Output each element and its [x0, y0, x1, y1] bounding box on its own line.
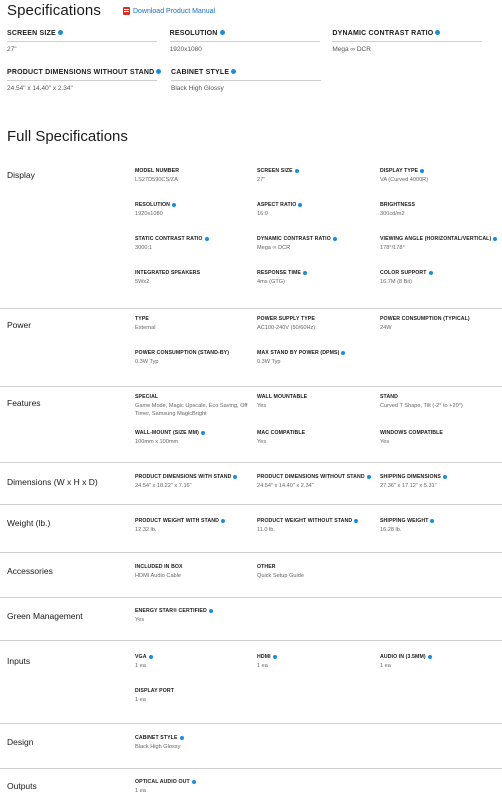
spec-item — [135, 430, 253, 447]
spec-value: 16:9 — [257, 211, 268, 217]
spec-item — [380, 394, 498, 411]
info-icon[interactable] — [172, 203, 176, 207]
spec-item — [257, 168, 375, 185]
spec-label: PRODUCT WEIGHT WITHOUT STAND — [257, 518, 353, 524]
spec-label: WALL MOUNTABLE — [257, 394, 308, 400]
spec-label: ASPECT RATIO — [257, 202, 297, 208]
spec-label: OTHER — [257, 564, 276, 570]
info-icon[interactable] — [341, 351, 345, 355]
spec-value: 1 ea — [135, 697, 146, 703]
spec-item — [135, 735, 253, 752]
spec-value: AC100-240V (50/60Hz) — [257, 325, 316, 331]
summary-row — [7, 69, 495, 92]
spec-label: SPECIAL — [135, 394, 159, 400]
spec-value: 300cd/m2 — [380, 211, 405, 217]
spec-item — [380, 430, 498, 447]
spec-value: Yes — [257, 439, 267, 445]
spec-label: POWER SUPPLY TYPE — [257, 316, 315, 322]
spec-value: 0.3W Typ — [135, 359, 159, 365]
spec-item — [257, 654, 375, 671]
spec-label: HDMI — [257, 654, 271, 660]
spec-value: External — [135, 325, 156, 331]
spec-item — [257, 350, 375, 367]
spec-label: SHIPPING WEIGHT — [380, 518, 429, 524]
spec-item — [257, 270, 375, 287]
section-title: Outputs — [7, 781, 37, 791]
spec-value: 1 ea — [135, 663, 146, 669]
section-title: Dimensions (W x H x D) — [7, 477, 98, 487]
spec-label: POWER CONSUMPTION (STAND-BY) — [135, 350, 230, 356]
spec-item — [380, 474, 498, 491]
section-divider — [0, 640, 502, 641]
spec-item — [257, 474, 375, 491]
spec-label: RESOLUTION — [135, 202, 171, 208]
spec-item — [257, 202, 375, 219]
summary-value: Mega ∞ DCR — [332, 46, 371, 53]
spec-item — [257, 430, 375, 447]
spec-value: 0.3W Typ — [257, 359, 281, 365]
spec-value: Yes — [380, 439, 390, 445]
spec-label: INTEGRATED SPEAKERS — [135, 270, 201, 276]
info-icon[interactable] — [205, 237, 209, 241]
section-divider — [0, 723, 502, 724]
full-specifications-title: Full Specifications — [7, 128, 128, 145]
info-icon[interactable] — [367, 475, 371, 479]
page-header — [7, 2, 215, 19]
spec-label: WALL-MOUNT (SIZE MM) — [135, 430, 199, 436]
download-manual-label: Download Product Manual — [132, 7, 216, 15]
summary-label: DYNAMIC CONTRAST RATIO — [332, 30, 434, 37]
info-icon[interactable] — [303, 271, 307, 275]
spec-item — [135, 236, 253, 253]
spec-value: 16.7M (8 Bit) — [380, 279, 413, 285]
summary-label: CABINET STYLE — [171, 69, 230, 76]
summary-label: SCREEN SIZE — [7, 30, 56, 37]
section-title: Inputs — [7, 656, 31, 666]
spec-value: Yes — [257, 403, 267, 409]
spec-value: 1920x1080 — [135, 211, 163, 217]
spec-label: DISPLAY PORT — [135, 688, 174, 694]
info-icon[interactable] — [220, 30, 225, 35]
section-divider — [0, 462, 502, 463]
spec-label: PRODUCT DIMENSIONS WITHOUT STAND — [257, 474, 365, 480]
section-divider — [0, 768, 502, 769]
spec-item — [135, 270, 253, 287]
spec-label: MODEL NUMBER — [135, 168, 180, 174]
spec-label: RESPONSE TIME — [257, 270, 301, 276]
spec-item — [380, 518, 498, 535]
spec-value: VA (Curved 4000R) — [380, 177, 429, 183]
section-title: Display — [7, 170, 35, 180]
spec-value: Black High Glossy — [135, 744, 181, 750]
spec-label: COLOR SUPPORT — [380, 270, 427, 276]
spec-value: 3000:1 — [135, 245, 153, 251]
summary-item-dynamic-contrast — [332, 30, 495, 53]
spec-item — [257, 564, 375, 581]
spec-item — [380, 168, 498, 185]
spec-label: ENERGY STAR® CERTIFIED — [135, 608, 207, 614]
spec-value: 100mm x 100mm — [135, 439, 179, 445]
info-icon[interactable] — [443, 475, 447, 479]
spec-item — [135, 608, 253, 625]
spec-label: TYPE — [135, 316, 149, 322]
spec-item — [380, 316, 498, 333]
spec-label: PRODUCT WEIGHT WITH STAND — [135, 518, 219, 524]
spec-label: OPTICAL AUDIO OUT — [135, 779, 190, 785]
info-icon[interactable] — [180, 736, 184, 740]
section-title: Green Management — [7, 611, 83, 621]
spec-label: PRODUCT DIMENSIONS WITH STAND — [135, 474, 232, 480]
spec-value: Game Mode, Magic Upscale, Eco Saving, Off Timer, Samsung MagicBright — [135, 403, 248, 417]
info-icon[interactable] — [354, 519, 358, 523]
spec-label: DYNAMIC CONTRAST RATIO — [257, 236, 331, 242]
spec-item — [380, 202, 498, 219]
spec-item — [135, 779, 253, 796]
spec-value: 24.54" x 18.22" x 7.16" — [135, 483, 192, 489]
spec-label: AUDIO IN (3.5MM) — [380, 654, 426, 660]
spec-item — [135, 202, 253, 219]
spec-value: Mega ∞ DCR — [257, 245, 291, 251]
spec-value: 1 ea — [257, 663, 268, 669]
spec-item — [135, 350, 253, 367]
section-title: Weight (lb.) — [7, 518, 51, 528]
spec-label: VGA — [135, 654, 147, 660]
divider — [332, 41, 482, 42]
info-icon[interactable] — [429, 271, 433, 275]
summary-label: PRODUCT DIMENSIONS WITHOUT STAND — [7, 69, 155, 76]
spec-value: 27.36" x 17.12" x 5.31" — [380, 483, 437, 489]
info-icon[interactable] — [430, 519, 434, 523]
spec-value: Quick Setup Guide — [257, 573, 304, 579]
summary-item-dimensions — [7, 69, 171, 92]
section-title: Design — [7, 737, 34, 747]
spec-item — [257, 518, 375, 535]
spec-item — [380, 236, 498, 253]
info-icon[interactable] — [221, 519, 225, 523]
section-divider — [0, 386, 502, 387]
download-manual-link[interactable] — [123, 7, 215, 15]
spec-value: HDMI Audio Cable — [135, 573, 182, 579]
info-icon[interactable] — [493, 237, 497, 241]
spec-label: WINDOWS COMPATIBLE — [380, 430, 443, 436]
divider — [171, 80, 321, 81]
spec-label: MAC COMPATIBLE — [257, 430, 306, 436]
spec-value: Curved T Shape, Tilt (-2° to +20°) — [380, 403, 463, 409]
summary-item-resolution — [170, 30, 333, 53]
spec-item — [135, 394, 253, 418]
spec-value: 24.54" x 14.40" x 2.34" — [257, 483, 314, 489]
spec-item — [380, 270, 498, 287]
spec-value: Yes — [135, 617, 145, 623]
pdf-icon — [123, 7, 130, 15]
divider — [7, 41, 157, 42]
spec-label: DISPLAY TYPE — [380, 168, 419, 174]
page-title: Specifications — [7, 2, 101, 19]
info-icon[interactable] — [298, 203, 302, 207]
section-divider — [0, 552, 502, 553]
spec-value: 27" — [257, 177, 266, 183]
spec-item — [135, 564, 253, 581]
section-title: Accessories — [7, 566, 53, 576]
info-icon[interactable] — [233, 475, 237, 479]
spec-label: VIEWING ANGLE (HORIZONTAL/VERTICAL) — [380, 236, 492, 242]
summary-label: RESOLUTION — [169, 30, 218, 37]
divider — [7, 80, 157, 81]
spec-item — [257, 394, 375, 411]
info-icon[interactable] — [192, 780, 196, 784]
spec-value: 11.0 lb. — [257, 527, 275, 533]
spec-item — [257, 316, 375, 333]
summary-value: 1920x1080 — [169, 46, 202, 53]
spec-item — [135, 474, 253, 491]
spec-item — [135, 518, 253, 535]
spec-item — [135, 654, 253, 671]
info-icon[interactable] — [333, 237, 337, 241]
spec-value: 12.32 lb. — [135, 527, 157, 533]
spec-value: 5Wx2 — [135, 279, 150, 285]
spec-value: 1 ea — [135, 788, 146, 794]
spec-value: 16.28 lb. — [380, 527, 402, 533]
summary-item-cabinet-style — [171, 69, 335, 92]
info-icon[interactable] — [209, 609, 213, 613]
info-icon[interactable] — [295, 169, 299, 173]
info-icon[interactable] — [420, 169, 424, 173]
divider — [170, 41, 320, 42]
spec-label: SHIPPING DIMENSIONS — [380, 474, 441, 480]
summary-value: 24.54" x 14.40" x 2.34" — [7, 85, 73, 92]
spec-item — [257, 236, 375, 253]
spec-value: 4ms (GTG) — [257, 279, 285, 285]
spec-label: INCLUDED IN BOX — [135, 564, 183, 570]
summary-value: Black High Glossy — [171, 85, 224, 92]
section-divider — [0, 308, 502, 309]
info-icon[interactable] — [428, 655, 432, 659]
spec-summary — [7, 30, 495, 92]
section-title: Power — [7, 320, 32, 330]
summary-item-screen-size — [7, 30, 170, 53]
info-icon[interactable] — [201, 431, 205, 435]
spec-value: 24W — [380, 325, 392, 331]
info-icon[interactable] — [231, 69, 236, 74]
info-icon[interactable] — [149, 655, 153, 659]
section-divider — [0, 597, 502, 598]
spec-value: 178°/178° — [380, 245, 405, 251]
spec-label: SCREEN SIZE — [257, 168, 293, 174]
spec-item — [135, 168, 253, 185]
info-icon[interactable] — [58, 30, 63, 35]
spec-label: CABINET STYLE — [135, 735, 178, 741]
section-title: Features — [7, 398, 41, 408]
spec-label: STAND — [380, 394, 398, 400]
spec-item — [135, 688, 253, 705]
spec-value: 1 ea — [380, 663, 391, 669]
spec-label: BRIGHTNESS — [380, 202, 416, 208]
summary-value: 27" — [7, 46, 17, 53]
spec-label: MAX STAND BY POWER (DPMS) — [257, 350, 340, 356]
info-icon[interactable] — [156, 69, 161, 74]
section-divider — [0, 504, 502, 505]
info-icon[interactable] — [435, 30, 440, 35]
spec-value: LS27D590CS/ZA — [135, 177, 178, 183]
spec-item — [135, 316, 253, 333]
info-icon[interactable] — [273, 655, 277, 659]
spec-item — [380, 654, 498, 671]
spec-label: STATIC CONTRAST RATIO — [135, 236, 203, 242]
spec-label: POWER CONSUMPTION (TYPICAL) — [380, 316, 470, 322]
summary-row — [7, 30, 495, 53]
